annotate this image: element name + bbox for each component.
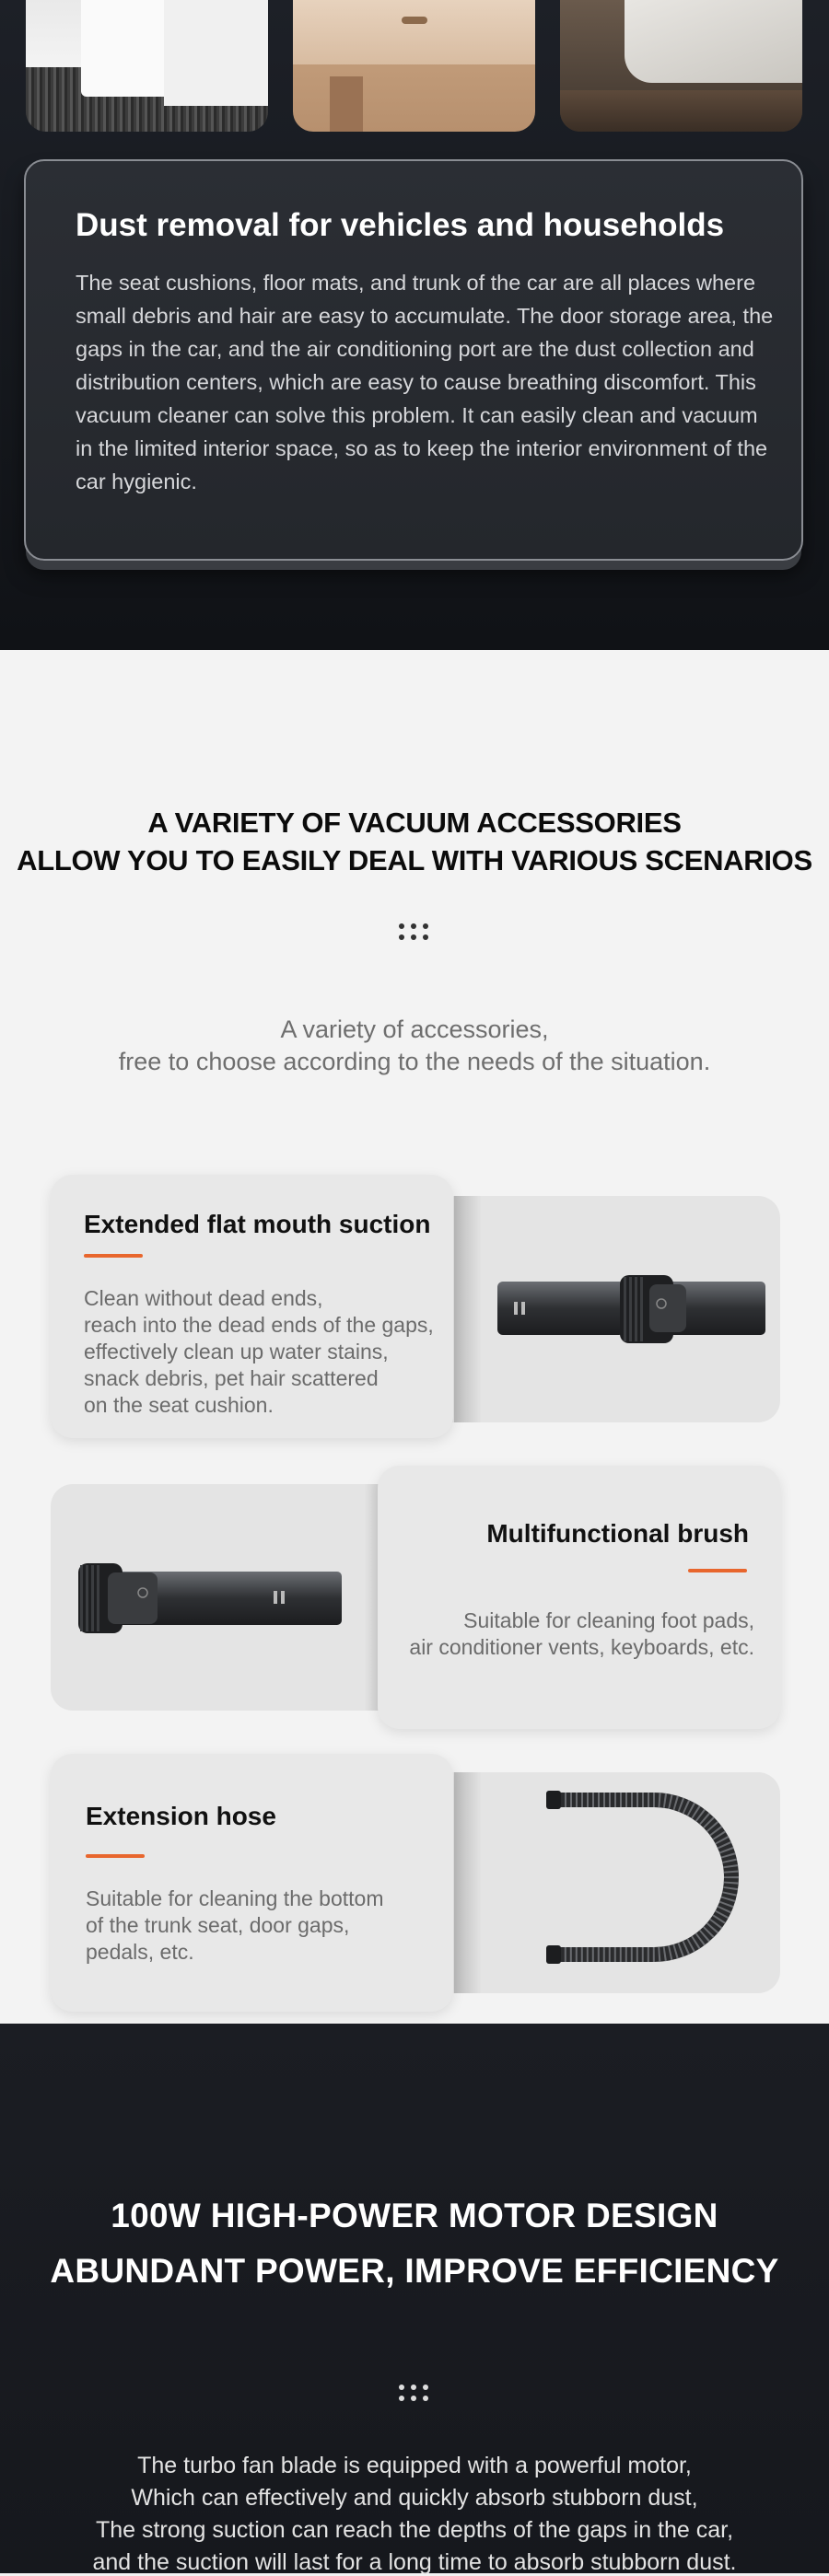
accessories-headline-line1: A VARIETY OF VACUUM ACCESSORIES [147,806,682,839]
flat-nozzle-image [419,1196,780,1422]
motor-body-line: The turbo fan blade is equipped with a powerful motor, [137,2453,692,2478]
bed-frame-photo [560,0,802,132]
dust-removal-body: The seat cushions, floor mats, and trunk of the car are all places where small debris and hair are easy to accumulate. The door storage area, the gaps in the car, and the air conditioning port are the dust collection and distribution centers, which are easy to cause breathing discomfort. This vacuum cleaner can solve this problem. It can easily clean and vacuum in the limited interior space, so as to keep the interior environment of the car hygienic. [76,271,774,493]
cabinet-floor-photo [26,0,268,132]
dust-removal-card [24,159,803,561]
flat-nozzle-image-card [419,1196,780,1422]
accessories-subtitle-line1: A variety of accessories, [280,1015,549,1043]
accessory-desc-brush: Suitable for cleaning foot pads, air conditioner vents, keyboards, etc. [409,1608,754,1659]
accessory-title-brush: Multifunctional brush [486,1519,749,1548]
accessory-card-flat-mouth [51,1175,453,1438]
accessories-subtitle-line2: free to choose according to the needs of the situation. [118,1048,711,1075]
accessory-card-brush [378,1466,780,1729]
accessory-title-flat-mouth: Extended flat mouth suction [84,1210,431,1238]
dots-divider-icon [399,923,430,942]
extension-hose-image-card [419,1772,780,1993]
dust-removal-section [0,0,829,650]
accessory-card-hose [51,1754,453,2012]
wooden-drawer-photo [293,0,535,132]
dust-removal-title: Dust removal for vehicles and households [76,207,725,243]
dots-divider-icon [399,2385,430,2403]
accessory-desc-flat-mouth: Clean without dead ends, reach into the dead ends of the gaps, effectively clean up water stains, snack debris, pet hair scattered on the seat cushion. [84,1286,434,1417]
brush-nozzle-image-card [51,1484,401,1711]
accessory-accent-bar [86,1854,145,1858]
accessory-desc-hose: Suitable for cleaning the bottom of the trunk seat, door gaps, pedals, etc. [86,1886,384,1964]
extension-hose-image [419,1772,780,1993]
motor-body-line: The strong suction can reach the depths of the gaps in the car, [95,2517,734,2543]
accessories-section [0,650,829,2024]
accessory-accent-bar [84,1254,143,1258]
motor-body-line: Which can effectively and quickly absorb stubborn dust, [131,2485,698,2511]
accessory-title-hose: Extension hose [86,1802,276,1830]
motor-headline-line2: ABUNDANT POWER, IMPROVE EFFICIENCY [50,2252,779,2290]
motor-section [0,2024,829,2573]
accessories-headline-line2: ALLOW YOU TO EASILY DEAL WITH VARIOUS SCENARIOS [17,844,812,876]
motor-body-line: and the suction will last for a long time to absorb stubborn dust. [92,2549,737,2575]
motor-headline-line1: 100W HIGH-POWER MOTOR DESIGN [111,2197,718,2234]
brush-nozzle-image [51,1484,401,1711]
accessory-accent-bar [688,1569,747,1572]
